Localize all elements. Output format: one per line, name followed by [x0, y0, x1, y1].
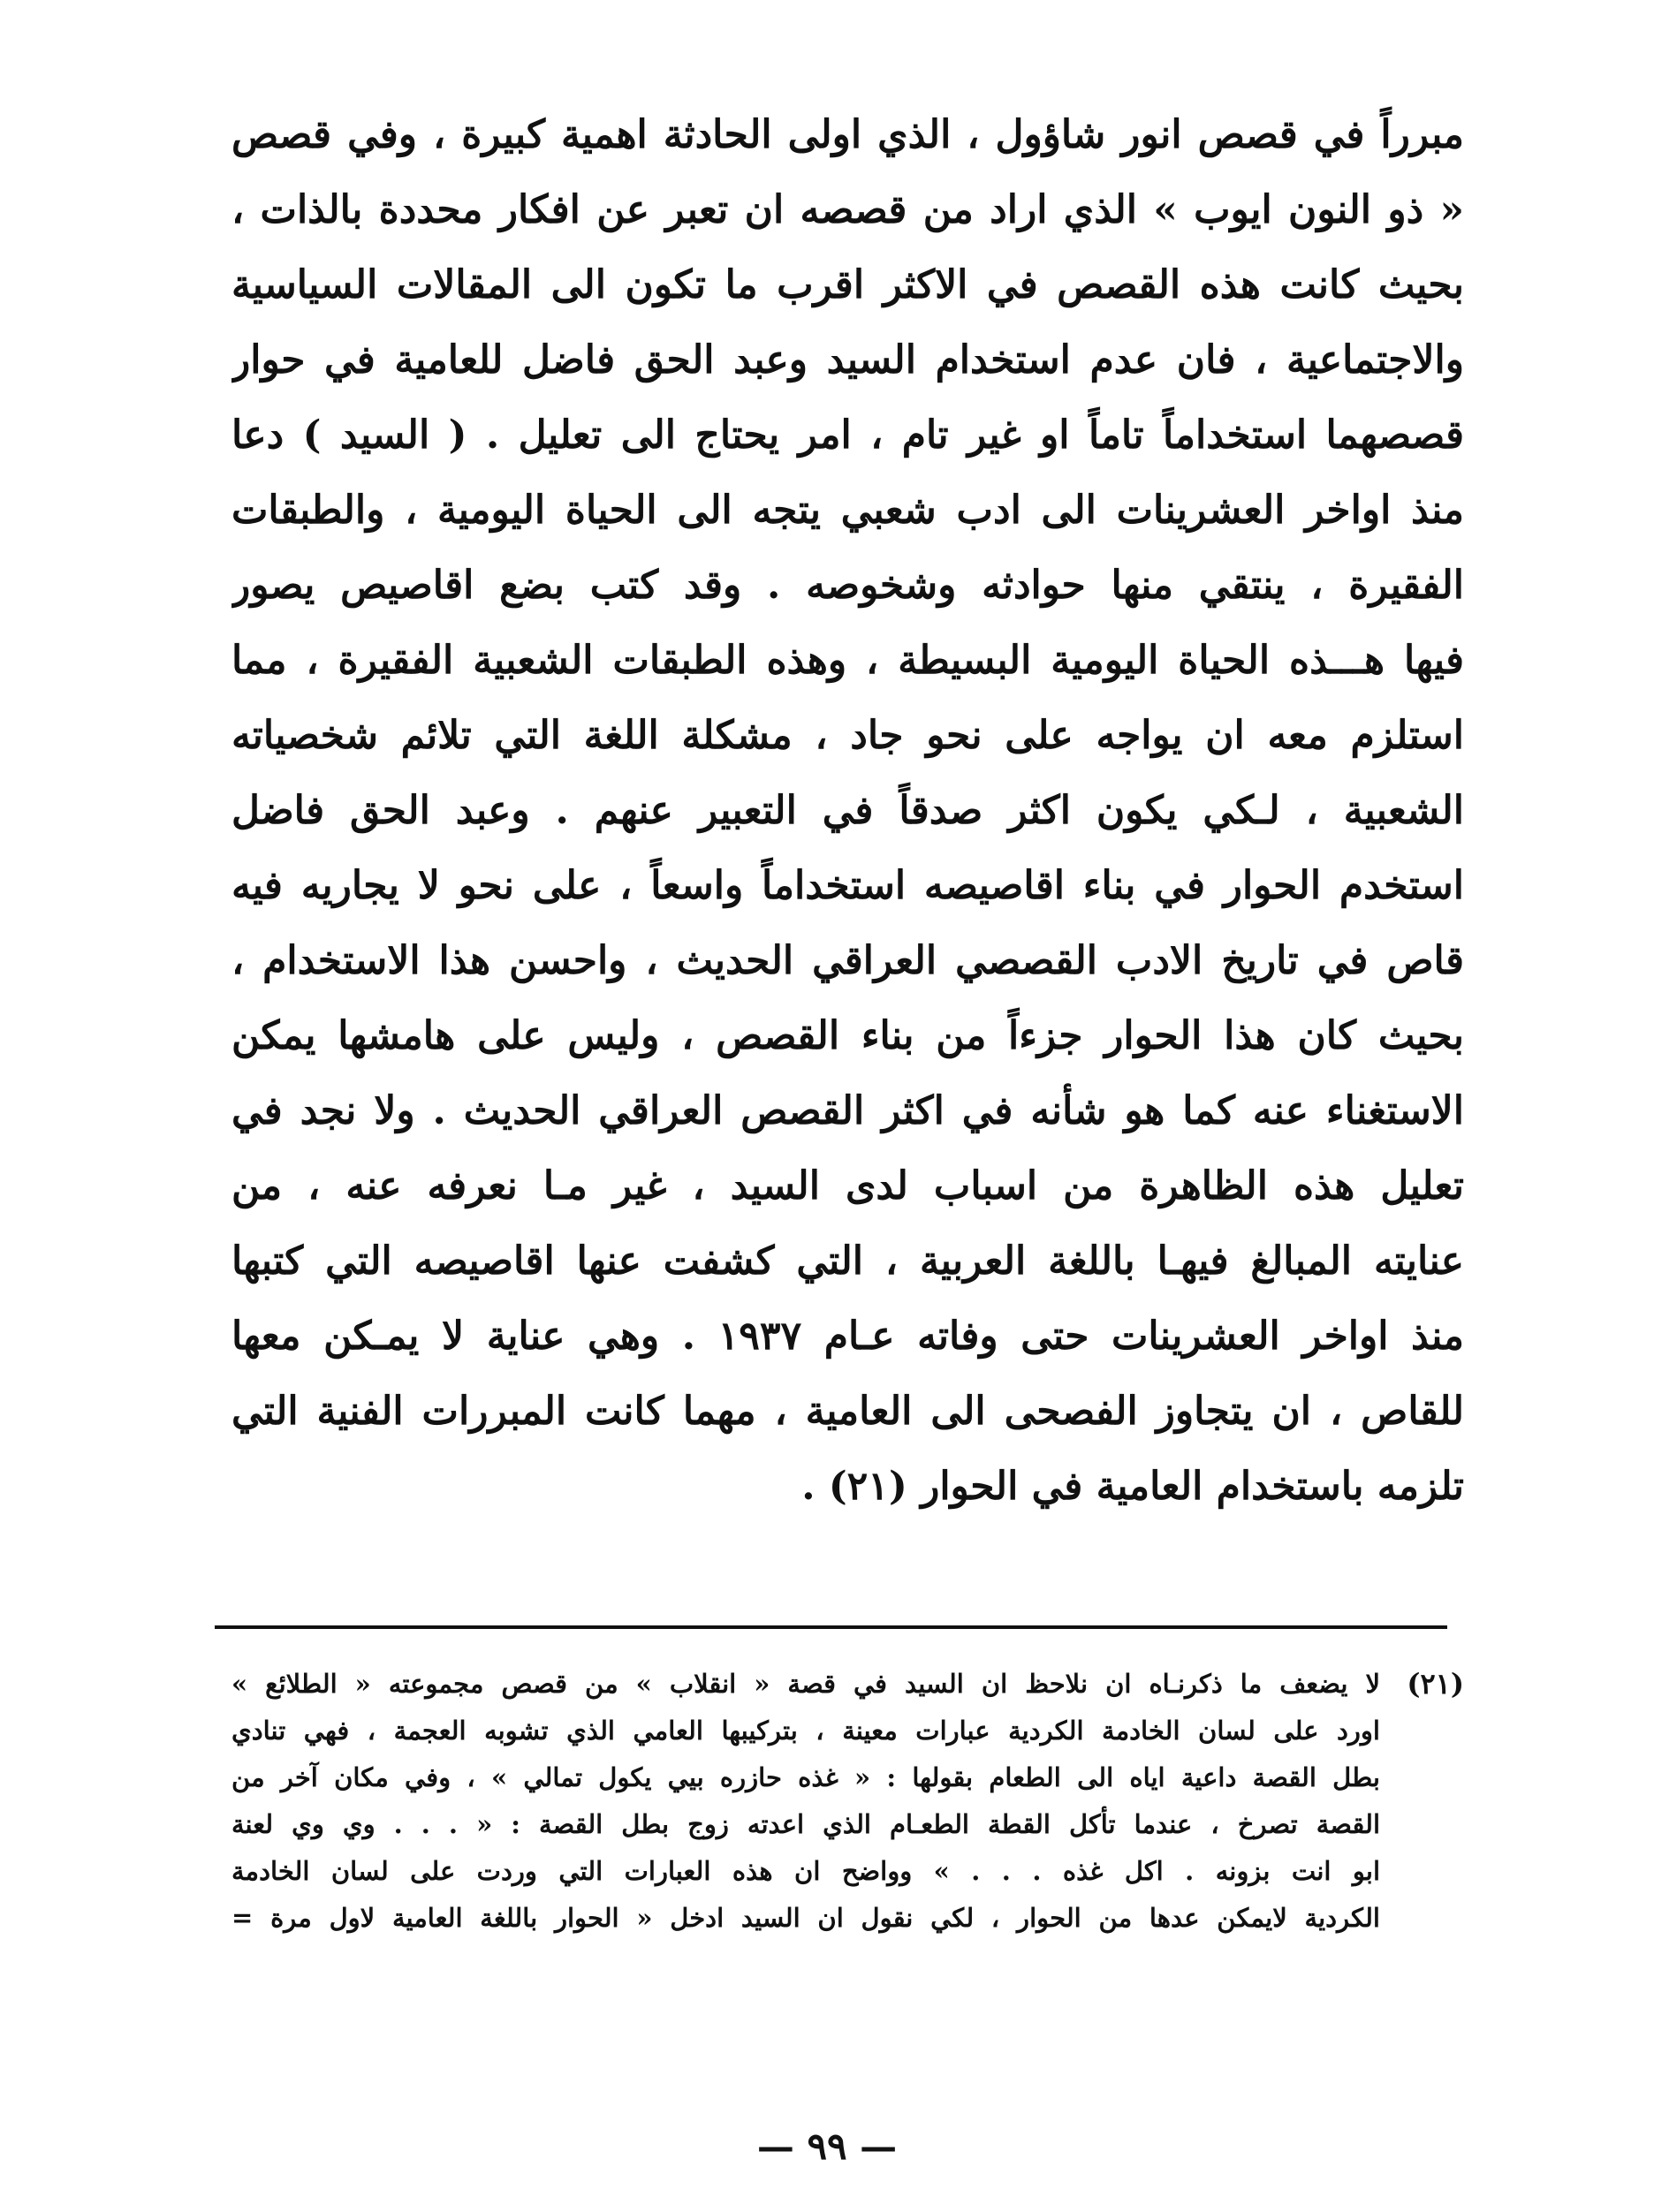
text-line: منذ اواخر العشرينات الى ادب شعبي يتجه الى الحياة اليومية ، والطبقات: [231, 488, 1464, 533]
text-line: استخدم الحوار في بناء اقاصيصه استخداماً واسعاً ، على نحو لا يجاريه فيه: [231, 863, 1464, 908]
main-text: [231, 97, 1464, 1524]
footnote-number: (٢١): [1407, 1667, 1464, 1701]
footnote-line: القصة تصرخ ، عندما تأكل القطة الطعـام الذي اعدته زوج بطل القصة : « . . . وي وي لعنة: [231, 1809, 1380, 1839]
text-line: قاص في تاريخ الادب القصصي العراقي الحديث ، واحسن هذا الاستخدام ،: [231, 938, 1464, 983]
footnote-line: اورد على لسان الخادمة الكردية عبارات معينة ، بتركيبها العامي الذي تشوبه العجمة ، فهي تنادي: [231, 1716, 1380, 1746]
footnote-line: الكردية لايمكن عدها من الحوار ، لكي نقول ان السيد ادخل « الحوار باللغة العامية لاول مرة =: [231, 1903, 1380, 1933]
footnote-line: بطل القصة داعية اياه الى الطعام بقولها : « غذه حازره بيي يكول تمالي » ، وفي مكان آخر من: [231, 1762, 1380, 1792]
text-line: « ذو النون ايوب » الذي اراد من قصصه ان تعبر عن افكار محددة بالذات ،: [231, 187, 1464, 232]
text-line: والاجتماعية ، فان عدم استخدام السيد وعبد الحق فاضل للعامية في حوار: [231, 337, 1464, 383]
text-line: منذ اواخر العشرينات حتى وفاته عـام ١٩٣٧ . وهي عناية لا يمـكن معها: [231, 1314, 1464, 1359]
text-line: تلزمه باستخدام العامية في الحوار (٢١) .: [801, 1464, 1464, 1509]
text-line: مبرراً في قصص انور شاؤول ، الذي اولى الحادثة اهمية كبيرة ، وفي قصص: [231, 112, 1464, 157]
page-number: — ٩٩ —: [756, 2125, 898, 2168]
text-line: قصصهما استخداماً تاماً او غير تام ، امر يحتاج الى تعليل . ( السيد ) دعا: [231, 413, 1464, 458]
text-line: استلزم معه ان يواجه على نحو جاد ، مشكلة اللغة التي تلائم شخصياته: [231, 713, 1464, 758]
text-line: الفقيرة ، ينتقي منها حوادثه وشخوصه . وقد كتب بضع اقاصيص يصور: [231, 563, 1464, 608]
text-line: للقاص ، ان يتجاوز الفصحى الى العامية ، مهما كانت المبررات الفنية التي: [231, 1389, 1464, 1434]
text-line: تعليل هذه الظاهرة من اسباب لدى السيد ، غير مـا نعرفه عنه ، من: [231, 1163, 1464, 1208]
text-line: الاستغناء عنه كما هو شأنه في اكثر القصص العراقي الحديث . ولا نجد في: [231, 1088, 1464, 1133]
text-line: الشعبية ، لـكي يكون اكثر صدقاً في التعبير عنهم . وعبد الحق فاضل: [231, 788, 1464, 833]
text-line: عنايته المبالغ فيهـا باللغة العربية ، التي كشفت عنها اقاصيصه التي كتبها: [231, 1239, 1464, 1284]
footnote-line: لا يضعف ما ذكرنـاه ان نلاحظ ان السيد في قصة « انقلاب » من قصص مجموعته « الطلائع »: [231, 1669, 1380, 1699]
text-line: فيها هـــذه الحياة اليومية البسيطة ، وهذه الطبقات الشعبية الفقيرة ، مما: [231, 638, 1464, 683]
text-line: بحيث كان هذا الحوار جزءاً من بناء القصص ، وليس على هامشها يمكن: [231, 1013, 1464, 1058]
footnote-separator: [215, 1625, 1447, 1629]
footnote-text: [231, 1661, 1380, 1942]
text-line: بحيث كانت هذه القصص في الاكثر اقرب ما تكون الى المقالات السياسية: [231, 262, 1464, 307]
footnote-line: ابو انت بزونه . اكل غذه . . . » وواضح ان هذه العبارات التي وردت على لسان الخادمة: [231, 1856, 1380, 1886]
